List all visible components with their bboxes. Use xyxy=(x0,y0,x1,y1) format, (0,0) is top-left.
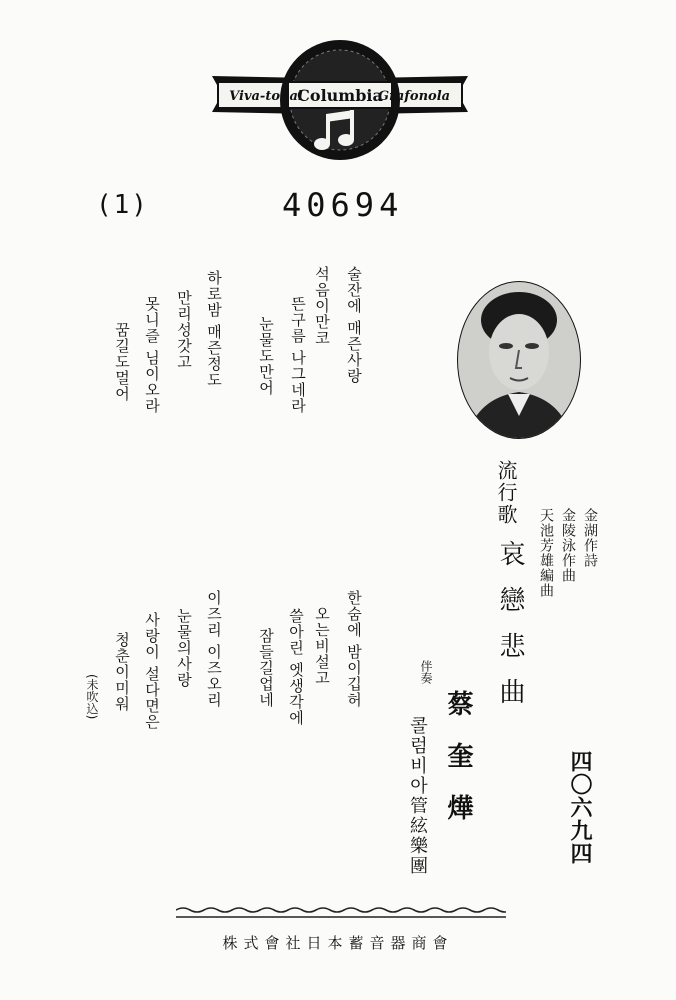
singer-portrait xyxy=(456,280,582,440)
not-recorded-note: (未吹込) xyxy=(85,674,99,720)
company-name: 株式會社日本蓄音器商會 xyxy=(222,934,454,952)
accompaniment-label: 伴奏 xyxy=(419,660,433,684)
verse1-line: 술잔에 매즌사랑 xyxy=(345,266,363,384)
verse1-line: 꿈길도멀어 xyxy=(113,322,131,402)
columbia-logo xyxy=(200,38,480,168)
verse1-line: 뜬구름 나그네라 xyxy=(289,296,307,414)
verse1-line: 하로밤 매즌정도 xyxy=(205,270,223,388)
record-number: 40694 xyxy=(282,186,404,224)
wavy-divider xyxy=(176,906,506,920)
credits xyxy=(536,508,600,598)
verse2-line: 쓸아린 엣생각에 xyxy=(287,608,305,726)
verse1-line: 눈물도만어 xyxy=(257,316,275,396)
verse2-line: 오는비설고 xyxy=(313,606,331,686)
accompaniment-name: 콜럼비아管絃樂團 xyxy=(407,716,428,876)
verse1-line: 석음이만코 xyxy=(313,266,331,346)
verse1-line: 만리성갓고 xyxy=(175,290,193,370)
arranger-credit: 天池芳雄編曲 xyxy=(538,508,554,598)
verse1-line: 못니즐 님이오라 xyxy=(143,296,161,414)
composer-credit: 金陵泳作曲 xyxy=(560,508,576,583)
verse2-line: 한숨에 밤이깁허 xyxy=(345,590,363,708)
verse2-line: 청춘이미워 xyxy=(113,632,131,712)
verse2-line: 잠들길업네 xyxy=(257,628,275,708)
singer-name: 蔡奎燁 xyxy=(443,690,473,846)
side-number: (1) xyxy=(96,190,149,220)
verse2-line: 사랑이 설다면은 xyxy=(143,612,161,730)
logo-left-word: Viva-tonal xyxy=(229,89,303,104)
song-title: 哀戀悲曲 xyxy=(495,540,525,724)
verse2-line: 눈물의사랑 xyxy=(175,608,193,688)
logo-brand: Columbia xyxy=(297,86,383,105)
record-number-kanji: 四〇六九四 xyxy=(567,750,592,865)
logo-right-word: Grafonola xyxy=(377,89,451,104)
lyricist-credit: 金湖作詩 xyxy=(582,508,598,568)
verse2-line: 이즈리 이즈오리 xyxy=(205,590,223,708)
genre-label: 流行歌 xyxy=(494,460,518,526)
